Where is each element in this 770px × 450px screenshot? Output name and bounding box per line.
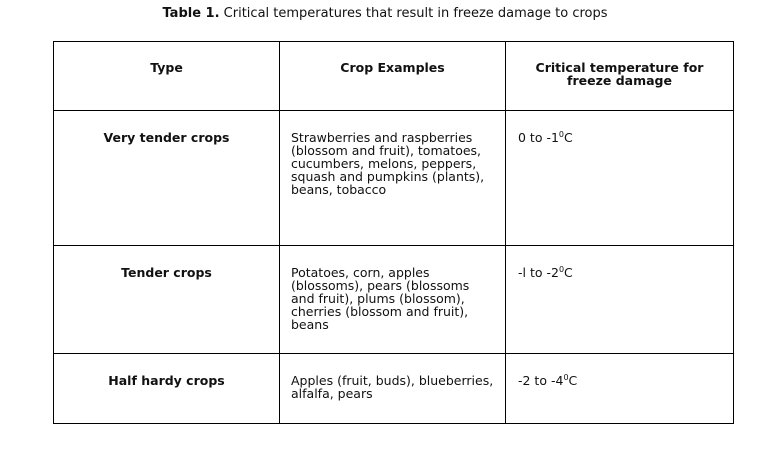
table-header-row xyxy=(54,42,734,111)
temperature-unit: C xyxy=(568,373,578,388)
temperature-cell xyxy=(506,246,734,354)
temperature-cell xyxy=(506,111,734,246)
crop-examples-cell: Strawberries and raspberries (blossom and fruit), tomatoes, cucumbers, melons, peppers, squash and pumpkins (plants), beans, tobacco xyxy=(280,111,506,246)
crop-type-cell: Tender crops xyxy=(54,246,280,354)
table-row xyxy=(54,111,734,246)
degree-symbol: 0 xyxy=(558,265,565,274)
table-caption xyxy=(0,6,770,21)
degree-symbol: 0 xyxy=(558,130,565,139)
temperature-cell xyxy=(506,354,734,424)
table-row xyxy=(54,354,734,424)
temperature-range: -l to -2 xyxy=(518,265,559,280)
caption-text: Critical temperatures that result in freeze damage to crops xyxy=(219,6,608,21)
crop-type-cell: Half hardy crops xyxy=(54,354,280,424)
temperature-range: 0 to -1 xyxy=(518,130,559,145)
header-critical-temperature: Critical temperature for freeze damage xyxy=(506,42,734,111)
caption-label: Table 1. xyxy=(162,6,220,21)
degree-symbol: 0 xyxy=(563,373,569,382)
header-crop-examples: Crop Examples xyxy=(280,42,506,111)
temperature-range: -2 to -4 xyxy=(518,373,564,388)
crop-examples-cell: Potatoes, corn, apples (blossoms), pears (blossoms and fruit), plums (blossom), cherries (blossom and fruit), beans xyxy=(280,246,506,354)
temperature-unit: C xyxy=(564,130,573,145)
header-type: Type xyxy=(54,42,280,111)
freeze-damage-table xyxy=(53,41,734,424)
crop-examples-cell: Apples (fruit, buds), blueberries, alfalfa, pears xyxy=(280,354,506,424)
crop-type-cell: Very tender crops xyxy=(54,111,280,246)
temperature-unit: C xyxy=(564,265,573,280)
table-row xyxy=(54,246,734,354)
